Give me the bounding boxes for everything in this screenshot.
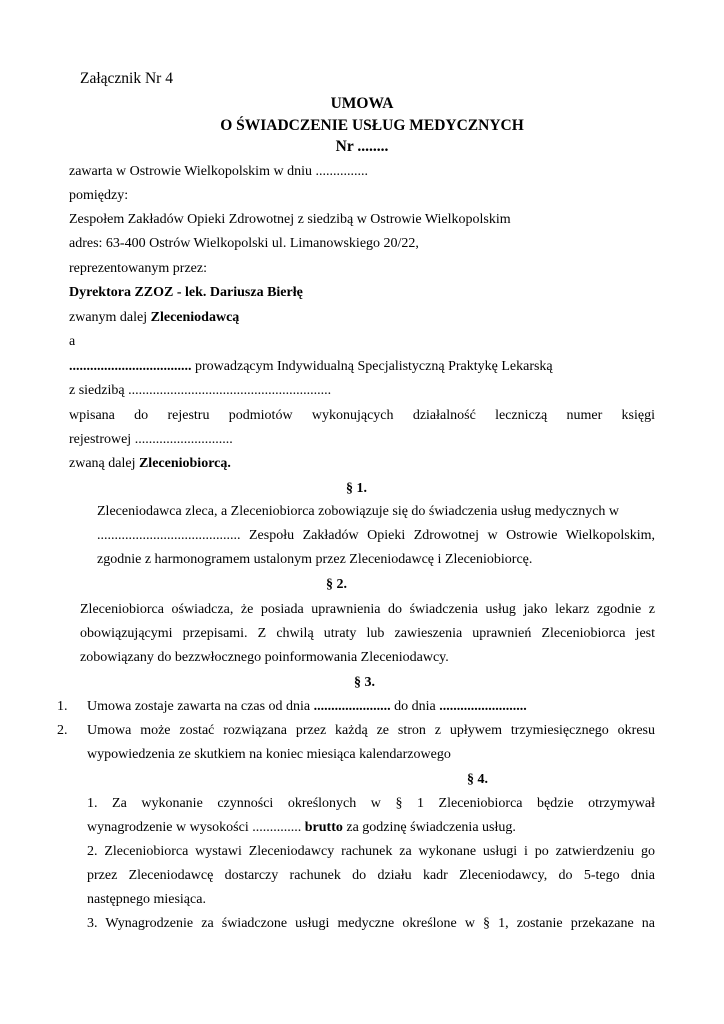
section-3-item-2-line-1: Umowa może zostać rozwiązana przez każdą ze stron z upływem trzymiesięcznego okresu (87, 723, 655, 738)
term-start-dots: ...................... (313, 699, 391, 714)
section-4-p3-line-1: 3. Wynagrodzenie za świadczone usługi medyczne określone w § 1, zostanie przekazane na (87, 916, 655, 931)
section-4-heading: § 4. (467, 772, 488, 787)
principal-prefix: zwanym dalej (69, 310, 151, 325)
document-subtitle: O ŚWIADCZENIE USŁUG MEDYCZNYCH (220, 117, 524, 134)
section-3-item-2-number: 2. (57, 723, 68, 738)
contractor-dots: ................................... (69, 359, 192, 374)
attachment-label: Załącznik Nr 4 (80, 70, 173, 87)
section-2-line-2: obowiązującymi przepisami. Z chwilą utraty lub zawieszenia uprawnień Zleceniobiorca jest (80, 626, 655, 641)
term-mid: do dnia (390, 699, 440, 714)
and-line: a (69, 334, 76, 349)
director-line: Dyrektora ZZOZ - lek. Dariusza Bierłę (69, 285, 303, 300)
principal-name: Zleceniodawcą (150, 310, 240, 325)
register-line-2: rejestrowej ............................ (69, 432, 233, 447)
between-line: pomiędzy: (69, 188, 129, 203)
section-2-heading: § 2. (326, 577, 347, 592)
section-3-heading: § 3. (354, 675, 375, 690)
section-1-line-1: Zleceniodawca zleca, a Zleceniobiorca zobowiązuje się do świadczenia usług medycznych w (97, 504, 620, 519)
section-4-p2-line-2: przez Zleceniodawcę dostarczy rachunek do działu kadr Zleceniodawcy, do 5-tego dnia (87, 868, 655, 883)
term-end-dots: ......................... (439, 699, 527, 714)
document-title: UMOWA (330, 95, 394, 112)
section-4-p1-line-1: 1. Za wykonanie czynności określonych w § 1 Zleceniobiorca będzie otrzymywał (87, 796, 655, 811)
section-4-p2-line-3: następnego miesiąca. (87, 892, 206, 907)
salary-suffix: za godzinę świadczenia usług. (342, 820, 516, 835)
contractor-prefix: zwaną dalej (69, 456, 139, 471)
section-3-item-2-line-2: wypowiedzenia ze skutkiem na koniec miesiąca kalendarzowego (87, 747, 451, 762)
section-3-item-1 (87, 698, 527, 716)
address-line: adres: 63-400 Ostrów Wielkopolski ul. Limanowskiego 20/22, (69, 236, 419, 251)
salary-gross: brutto (304, 820, 343, 835)
concluded-line: zawarta w Ostrowie Wielkopolskim w dniu ............... (69, 164, 368, 179)
register-line-1: wpisana do rejestru podmiotów wykonujących działalność leczniczą numer księgi (69, 408, 655, 423)
section-2-line-3: zobowiązany do bezzwłocznego poinformowania Zleceniodawcy. (80, 650, 449, 665)
contract-number: Nr ........ (335, 138, 389, 155)
section-2-line-1: Zleceniobiorca oświadcza, że posiada uprawnienia do świadczenia usług jako lekarz zgodnie z (80, 602, 655, 617)
seat-line: z siedzibą .......................................................... (69, 383, 332, 398)
zzoz-line: Zespołem Zakładów Opieki Zdrowotnej z siedzibą w Ostrowie Wielkopolskim (69, 212, 511, 227)
represented-line: reprezentowanym przez: (69, 261, 207, 276)
section-1-heading: § 1. (346, 481, 367, 496)
section-1-line-2: ......................................... Zespołu Zakładów Opieki Zdrowotnej w Ostrowie Wielkopolskim, (97, 528, 655, 543)
section-4-p2-line-1: 2. Zleceniobiorca wystawi Zleceniodawcy rachunek za wykonane usługi i po zatwierdzeniu go (87, 844, 655, 859)
contractor-name: Zleceniobiorcą. (138, 456, 231, 471)
practice-line (69, 358, 553, 376)
salary-prefix: wynagrodzenie w wysokości .............. (87, 820, 305, 835)
section-3-item-1-number: 1. (57, 699, 68, 714)
section-1-line-3: zgodnie z harmonogramem ustalonym przez Zleceniodawcę i Zleceniobiorcę. (97, 552, 533, 567)
section-4-p1-line-2 (87, 819, 516, 837)
practice-text: prowadzącym Indywidualną Specjalistyczną Praktykę Lekarską (191, 359, 553, 374)
principal-line (69, 309, 239, 327)
contractor-line (69, 455, 231, 473)
term-prefix: Umowa zostaje zawarta na czas od dnia (87, 699, 314, 714)
